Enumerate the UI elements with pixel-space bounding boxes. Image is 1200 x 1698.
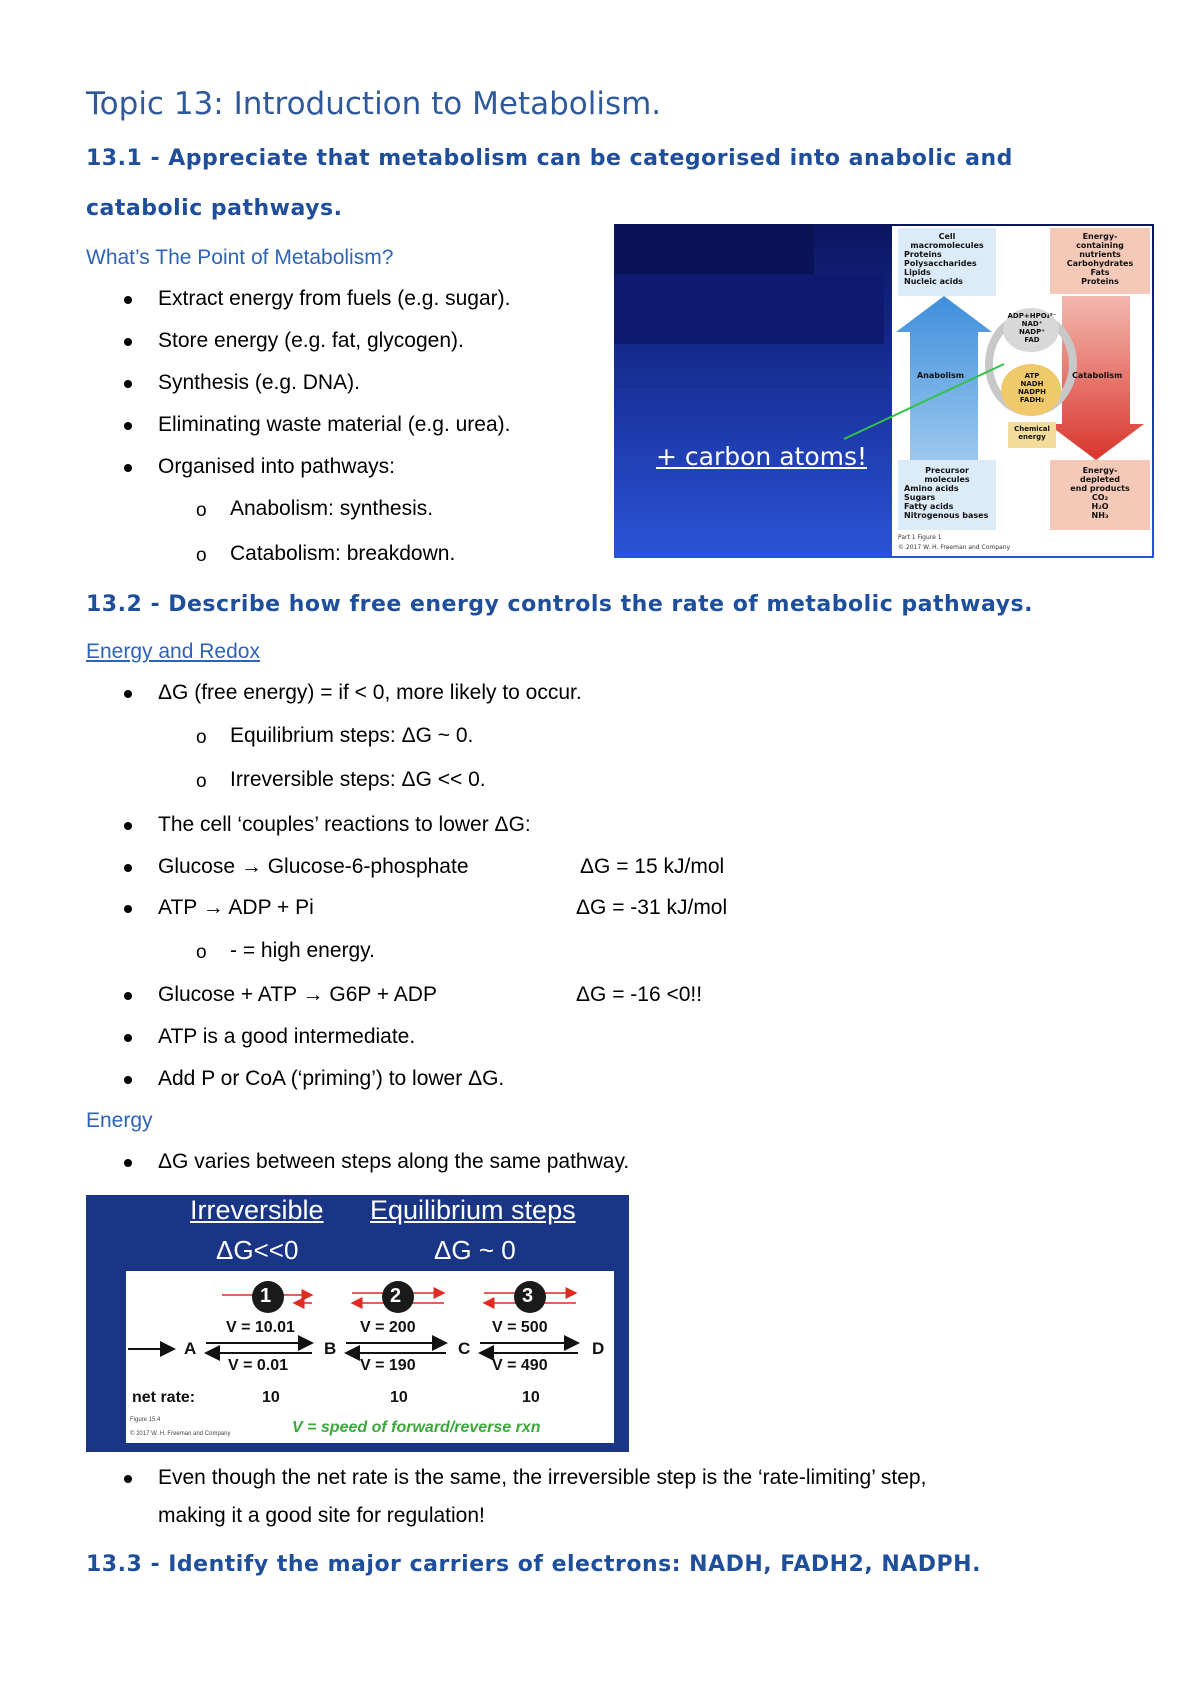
figure-label: Part 1 Figure 1 [898,534,942,541]
list-item: Add P or CoA (‘priming’) to lower ΔG. [158,1067,505,1090]
forward-rate: V = 200 [360,1319,416,1336]
circle-bullet-icon: o [196,942,207,963]
bullet-icon [124,1076,132,1084]
section-13-2-heading: 13.2 - Describe how free energy controls the rate of metabolic pathways. [86,592,1033,617]
bullet-icon [124,338,132,346]
list-item: ATP is a good intermediate. [158,1025,416,1048]
delta-g-value: ΔG = 15 kJ/mol [580,855,725,878]
list-item: Anabolism: synthesis. [230,497,434,520]
subheading-energy: Energy [86,1109,153,1132]
list-item: making it a good site for regulation! [158,1504,485,1527]
reverse-rate: V = 0.01 [228,1357,289,1374]
cofactors-bottom-label: ATP NADH NADPH FADH₂ [1017,372,1047,404]
bullet-icon [124,1034,132,1042]
anabolism-label: Anabolism [917,371,965,380]
delta-g-value: ΔG = -31 kJ/mol [576,896,728,919]
dark-block [614,274,884,344]
list-item: - = high energy. [230,939,375,962]
list-item: Catabolism: breakdown. [230,542,456,565]
circle-bullet-icon: o [196,727,207,748]
net-rate-label: net rate: [132,1389,196,1406]
node-label: B [324,1339,337,1358]
step-number: 3 [522,1285,534,1307]
circle-bullet-icon: o [196,500,207,521]
irreversible-heading: Irreversible [190,1195,324,1225]
section-13-1-heading-line1: 13.1 - Appreciate that metabolism can be categorised into anabolic and [86,146,1013,171]
catabolism-label: Catabolism [1072,371,1123,380]
reverse-rate: V = 490 [492,1357,548,1374]
delta-g-value: ΔG = -16 <0!! [576,983,703,1006]
forward-rate: V = 10.01 [226,1319,295,1336]
reverse-rate: V = 190 [360,1357,416,1374]
bullet-icon [124,464,132,472]
bullet-icon [124,380,132,388]
precursors-label: Precursor molecules Amino acids Sugars Fatty acids Nitrogenous bases [904,466,989,520]
bullet-icon [124,690,132,698]
bullet-icon [124,296,132,304]
figure-label: Figure 15.4 [130,1417,161,1423]
cofactors-top-label: ADP+HPO₄²⁻ NAD⁺ NADP⁺ FAD [1007,312,1057,344]
step-number: 2 [390,1285,402,1307]
list-item: Store energy (e.g. fat, glycogen). [158,329,464,352]
list-item: ΔG (free energy) = if < 0, more likely to occur. [158,681,582,704]
node-label: D [592,1339,605,1358]
metabolism-overview-figure [614,224,1154,558]
bullet-icon [124,864,132,872]
list-item: Glucose + ATP → G6P + ADP [158,983,437,1006]
list-item: Even though the net rate is the same, the irreversible step is the ‘rate-limiting’ step, [158,1466,927,1489]
rate-diagram-panel [126,1271,614,1443]
list-item: Irreversible steps: ΔG << 0. [230,768,486,791]
net-rate-value: 10 [262,1389,280,1406]
equilibrium-delta-g: ΔG ~ 0 [434,1235,516,1265]
step-number: 1 [260,1285,272,1307]
bullet-icon [124,1159,132,1167]
section-13-1-heading-line2: catabolic pathways. [86,196,343,221]
list-item: Glucose → Glucose-6-phosphate [158,855,469,878]
circle-bullet-icon: o [196,545,207,566]
bullet-icon [124,992,132,1000]
bullet-icon [124,1475,132,1483]
list-item: Synthesis (e.g. DNA). [158,371,360,394]
bullet-icon [124,905,132,913]
carbon-atoms-label: + carbon atoms! [656,442,868,471]
irreversible-delta-g: ΔG<<0 [216,1235,299,1265]
list-item: ΔG varies between steps along the same pathway. [158,1150,630,1173]
node-label: C [458,1339,471,1358]
end-products-label: Energy- depleted end products CO₂ H₂O NH₃ [1070,466,1130,520]
circle-bullet-icon: o [196,771,207,792]
cell-macromolecules-label: Cell macromolecules Proteins Polysaccharides Lipids Nucleic acids [904,232,984,286]
figure-credit: © 2017 W. H. Freeman and Company [898,544,1011,551]
page-title: Topic 13: Introduction to Metabolism. [86,86,662,122]
subheading-energy-and-redox: Energy and Redox [86,640,260,663]
rate-legend: V = speed of forward/reverse rxn [292,1419,541,1436]
list-item: The cell ‘couples’ reactions to lower ΔG: [158,813,531,836]
list-item: ATP → ADP + Pi [158,896,314,919]
list-item: Equilibrium steps: ΔG ~ 0. [230,724,474,747]
pathway-steps-figure [86,1195,629,1452]
list-item: Extract energy from fuels (e.g. sugar). [158,287,511,310]
net-rate-value: 10 [390,1389,408,1406]
net-rate-value: 10 [522,1389,540,1406]
energy-nutrients-label: Energy- containing nutrients Carbohydrates Fats Proteins [1066,232,1134,286]
list-item: Eliminating waste material (e.g. urea). [158,413,511,436]
bullet-icon [124,422,132,430]
forward-rate: V = 500 [492,1319,548,1336]
bullet-icon [124,822,132,830]
figure-credit: © 2017 W. H. Freeman and Company [130,1431,231,1437]
dark-block [614,224,814,274]
node-label: A [184,1339,197,1358]
list-item: Organised into pathways: [158,455,395,478]
section-13-3-heading: 13.3 - Identify the major carriers of electrons: NADH, FADH2, NADPH. [86,1552,981,1577]
equilibrium-heading: Equilibrium steps [370,1195,576,1225]
chemical-energy-label: Chemical energy [1014,425,1050,441]
subheading-point-of-metabolism: What’s The Point of Metabolism? [86,246,394,269]
